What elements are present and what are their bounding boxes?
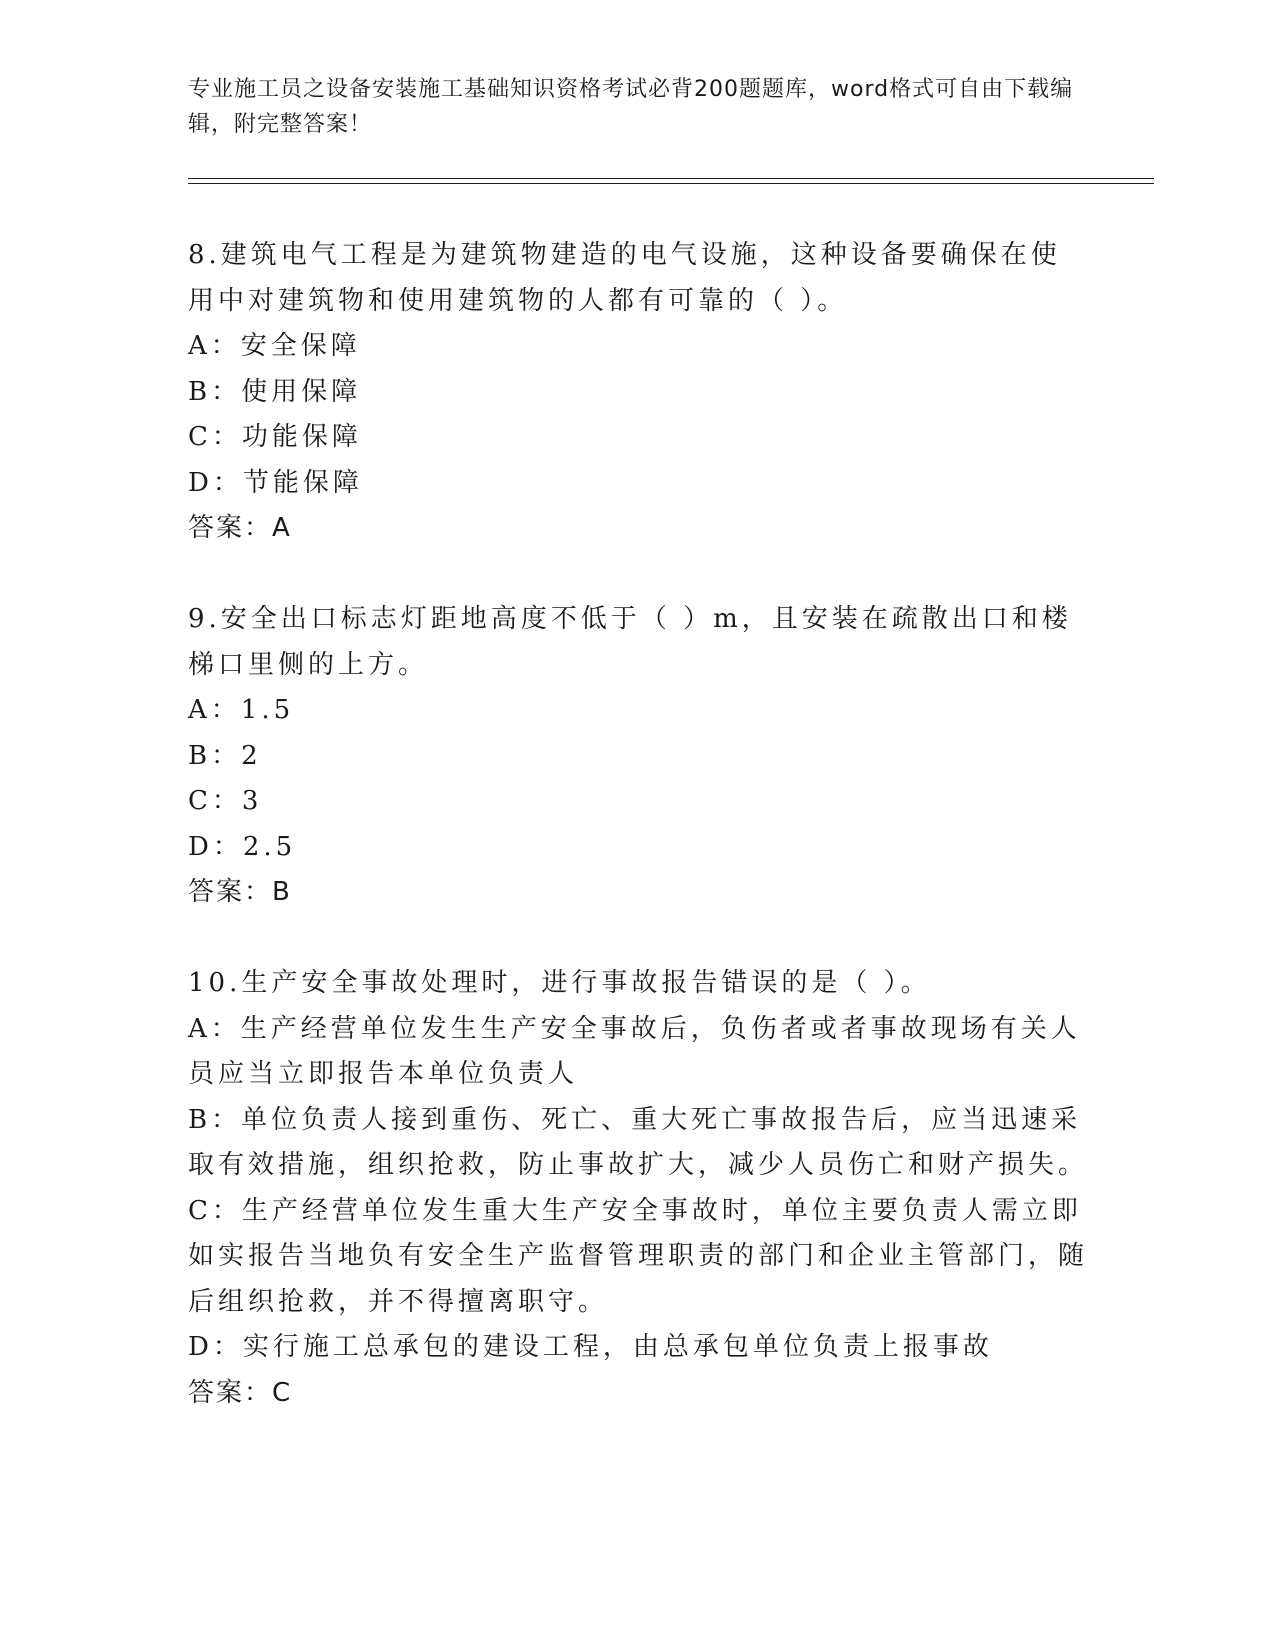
option-d: D：实行施工总承包的建设工程，由总承包单位负责上报事故	[188, 1332, 993, 1362]
option-d: D：2.5	[188, 831, 297, 862]
answer: 答案：A	[188, 513, 292, 543]
question-10	[188, 961, 1088, 1416]
option-a: A：生产经营单位发生生产安全事故后，负伤者或者事故现场有关人员应当立即报告本单位负责人	[188, 1013, 1081, 1089]
option-a: A：安全保障	[188, 331, 361, 361]
question-stem: 8.建筑电气工程是为建筑物建造的电气设施，这种设备要确保在使用中对建筑物和使用建筑物的人都有可靠的（ ）。	[188, 240, 1061, 316]
option-c: C：3	[188, 786, 263, 816]
option-c: C：生产经营单位发生重大生产安全事故时，单位主要负责人需立即如实报告当地负有安全生产监督管理职责的部门和企业主管部门，随后组织抢救，并不得擅离职守。	[188, 1195, 1089, 1317]
header-divider-top	[188, 178, 1154, 179]
question-9	[188, 597, 1088, 916]
question-stem: 10.生产安全事故处理时，进行事故报告错误的是（ ）。	[188, 968, 931, 998]
option-b: B：使用保障	[188, 376, 362, 407]
question-stem: 9.安全出口标志灯距地高度不低于（ ）m，且安装在疏散出口和楼梯口里侧的上方。	[188, 604, 1072, 680]
answer: 答案：B	[188, 877, 292, 907]
header-divider-bottom	[188, 183, 1154, 184]
option-a: A：1.5	[188, 695, 295, 725]
option-c: C：功能保障	[188, 422, 362, 452]
option-b: B：2	[188, 740, 262, 771]
document-header: 专业施工员之设备安装施工基础知识资格考试必背200题题库，word格式可自由下载编辑，附完整答案！	[188, 77, 1074, 137]
question-8	[188, 233, 1088, 552]
option-b: B：单位负责人接到重伤、死亡、重大死亡事故报告后，应当迅速采取有效措施，组织抢救，防止事故扩大，减少人员伤亡和财产损失。	[188, 1104, 1089, 1180]
answer: 答案：C	[188, 1377, 293, 1408]
option-d: D：节能保障	[188, 467, 363, 498]
